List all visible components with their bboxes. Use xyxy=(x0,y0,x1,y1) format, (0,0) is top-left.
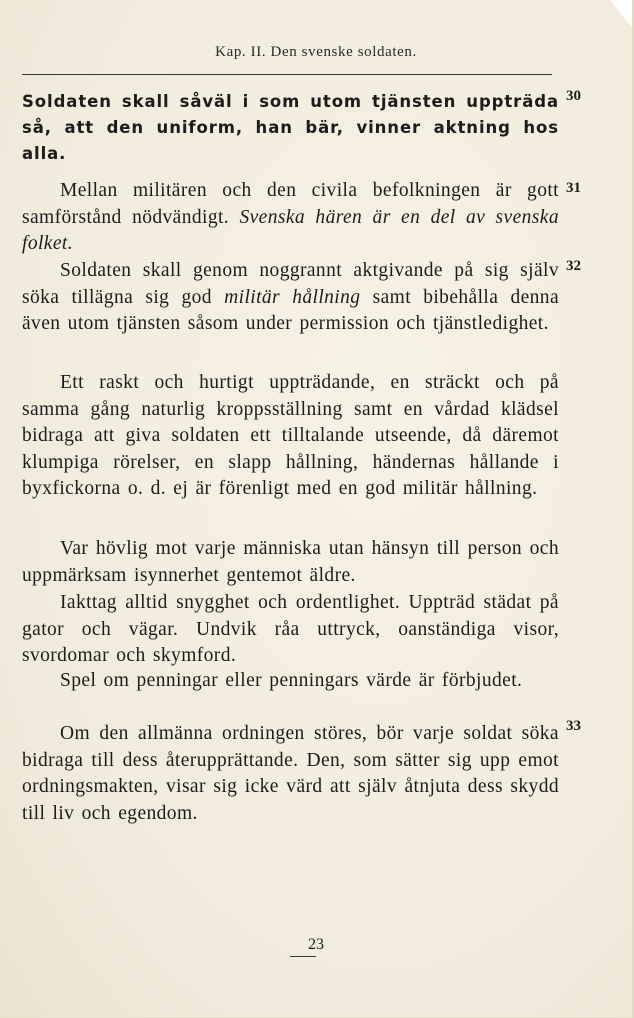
paragraph-32 xyxy=(22,258,559,338)
margin-number-30: 30 xyxy=(566,88,581,104)
paragraph-32-emphasis: militär hållning xyxy=(224,286,361,308)
paragraph-31-emphasis: Svenska hären är en del av svenska folket. xyxy=(22,206,559,254)
paragraph-32-text-a: Soldaten skall genom noggrannt aktgivande på sig själv söka tillägna sig god xyxy=(22,260,559,308)
paragraph-32-courtesy: Var hövlig mot varje människa utan hänsyn till person och uppmärksam isynnerhet gentemot äldre. xyxy=(22,538,559,586)
page-number-rule xyxy=(290,956,316,957)
page-number: 23 xyxy=(308,936,324,953)
margin-number-33: 33 xyxy=(566,718,581,734)
running-head: Kap. II. Den svenske soldaten. xyxy=(215,44,417,60)
paragraph-32-gambling: Spel om penningar eller penningars värde är förbjudet. xyxy=(60,670,523,691)
paragraph-32-posture: Ett raskt och hurtigt uppträdande, en sträckt och på samma gång naturlig kroppsställning samt en vårdad klädsel bidraga att giva soldaten ett tilltalande utseende, då däremot klumpiga rörelser, en slapp hållning, händernas hållande i byxfickorna o. d. ej är förenligt med en god militär hållning. xyxy=(22,372,559,499)
paragraph-32-text-c: samt bibehålla denna även utom tjänsten såsom under permission och tjänstledighet. xyxy=(22,286,560,334)
margin-number-32: 32 xyxy=(566,258,581,274)
folded-corner xyxy=(610,0,632,28)
header-rule xyxy=(22,74,552,75)
paragraph-31 xyxy=(22,178,559,258)
paragraph-30: Soldaten skall såväl i som utom tjänsten uppträda så, att den uniform, han bär, vinner aktning hos alla. xyxy=(22,92,559,163)
paragraph-32-conduct: Iakttag alltid snygghet och ordentlighet. Uppträd städat på gator och vägar. Undvik råa uttryck, oanständiga visor, svordomar och skymford. xyxy=(22,592,559,666)
margin-number-31: 31 xyxy=(566,180,581,196)
paragraph-31-text: Mellan militären och den civila befolkningen är gott samförstånd nödvändigt. xyxy=(22,180,559,228)
paragraph-33: Om den allmänna ordningen störes, bör varje soldat söka bidraga till dess återupprättande. Den, som sätter sig upp emot ordningsmakten, visar sig icke värd att själv åtnjuta dess skydd till liv och egendom. xyxy=(22,723,559,824)
